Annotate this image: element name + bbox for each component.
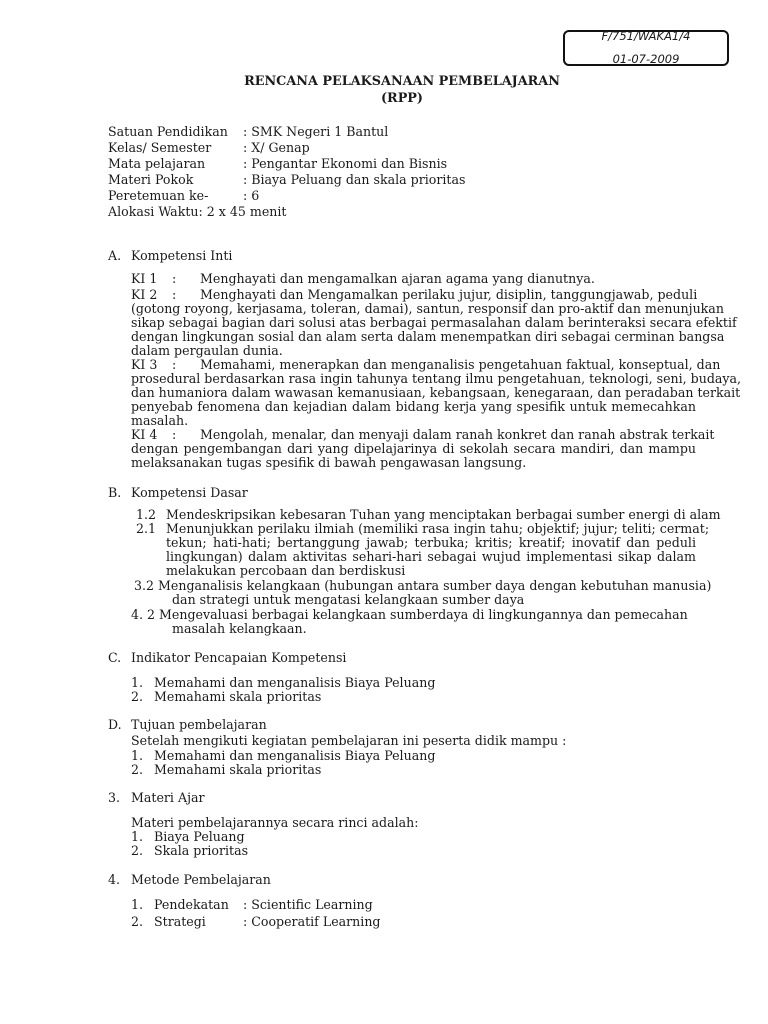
kd-2-1-line: melakukan percobaan dan berdiskusi: [166, 563, 406, 578]
list-item-number: 1.: [131, 675, 144, 690]
ki4-line: melaksanakan tugas spesifik di bawah pengawasan langsung.: [131, 455, 527, 470]
identity-label: Alokasi Waktu: 2 x 45 menit: [108, 204, 287, 219]
ki2-line: (gotong royong, kerjasama, toleran, damai), santun, responsif dan pro-aktif dan menunjukan: [131, 301, 724, 316]
kd-2-1-line: lingkungan) dalam aktivitas sehari-hari sebagai wujud implementasi sikap dalam: [166, 549, 696, 564]
kd-4-2-line: 4. 2 Mengevaluasi berbagai kelangkaan sumberdaya di lingkungannya dan pemecahan: [131, 607, 688, 622]
section-a-marker: A.: [108, 248, 122, 263]
ki2-first-line: Menghayati dan Mengamalkan perilaku jujur, disiplin, tanggungjawab, peduli: [200, 287, 698, 302]
identity-label: Kelas/ Semester: [108, 140, 212, 155]
identity-value: : SMK Negeri 1 Bantul: [243, 124, 389, 139]
document-date: 01-07-2009: [612, 52, 680, 66]
document-code-box: [563, 30, 729, 66]
ki3-line: penyebab fenomena dan kejadian dalam bidang kerja yang spesifik untuk memecahkan: [131, 399, 696, 414]
ki2-colon: :: [172, 287, 177, 302]
section-b-marker: B.: [108, 485, 122, 500]
list-item: Memahami skala prioritas: [154, 762, 322, 777]
list-item-number: 2.: [131, 914, 144, 929]
kd-2-1-first-line: Menunjukkan perilaku ilmiah (memiliki rasa ingin tahu; objektif; jujur; teliti; cermat;: [166, 521, 710, 536]
kd-3-2-line: dan strategi untuk mengatasi kelangkaan sumber daya: [172, 592, 525, 607]
identity-label: Peretemuan ke-: [108, 188, 209, 203]
ki3-colon: :: [172, 357, 177, 372]
section-b-heading: Kompetensi Dasar: [131, 485, 248, 500]
ki3-label: KI 3: [131, 357, 158, 372]
list-item: Skala prioritas: [154, 843, 249, 858]
ki1-text: Menghayati dan mengamalkan ajaran agama yang dianutnya.: [200, 271, 595, 286]
kd-4-2-line: masalah kelangkaan.: [172, 621, 307, 636]
kd-2-1-number: 2.1: [136, 521, 157, 536]
identity-label: Satuan Pendidikan: [108, 124, 228, 139]
ki3-line: dan humaniora dalam wawasan kemanusiaan, kebangsaan, kenegaraan, dan peradaban terkait: [131, 385, 741, 400]
list-item: Biaya Peluang: [154, 829, 245, 844]
section-3-heading: Materi Ajar: [131, 790, 205, 805]
list-item-number: 1.: [131, 897, 144, 912]
identity-value: : Pengantar Ekonomi dan Bisnis: [243, 156, 448, 171]
ki1-label: KI 1: [131, 271, 158, 286]
section-d-intro: Setelah mengikuti kegiatan pembelajaran ini peserta didik mampu :: [131, 733, 567, 748]
identity-label: Materi Pokok: [108, 172, 194, 187]
list-item: Memahami dan menganalisis Biaya Peluang: [154, 748, 436, 763]
list-item-number: 1.: [131, 748, 144, 763]
list-item-number: 2.: [131, 689, 144, 704]
identity-label: Mata pelajaran: [108, 156, 206, 171]
ki3-first-line: Memahami, menerapkan dan menganalisis pengetahuan faktual, konseptual, dan: [200, 357, 721, 372]
ki2-line: dalam pergaulan dunia.: [131, 343, 283, 358]
list-item-number: 2.: [131, 762, 144, 777]
method-label: Strategi: [154, 914, 206, 929]
identity-value: : 6: [243, 188, 260, 203]
kd-2-1-line: tekun; hati-hati; bertanggung jawab; terbuka; kritis; kreatif; inovatif dan peduli: [166, 535, 696, 550]
method-label: Pendekatan: [154, 897, 229, 912]
ki4-label: KI 4: [131, 427, 158, 442]
method-value: : Scientific Learning: [243, 897, 373, 912]
section-c-heading: Indikator Pencapaian Kompetensi: [131, 650, 347, 665]
section-d-marker: D.: [108, 717, 122, 732]
ki4-line: dengan pengembangan dari yang dipelajarinya di sekolah secara mandiri, dan mampu: [131, 441, 696, 456]
ki4-first-line: Mengolah, menalar, dan menyaji dalam ranah konkret dan ranah abstrak terkait: [200, 427, 715, 442]
ki4-colon: :: [172, 427, 177, 442]
section-a-heading: Kompetensi Inti: [131, 248, 233, 263]
ki2-label: KI 2: [131, 287, 158, 302]
kd-3-2-line: 3.2 Menganalisis kelangkaan (hubungan antara sumber daya dengan kebutuhan manusia): [134, 578, 712, 593]
document-code: F/751/WAKA1/4: [601, 29, 691, 43]
list-item-number: 2.: [131, 843, 144, 858]
method-value: : Cooperatif Learning: [243, 914, 381, 929]
identity-value: : Biaya Peluang dan skala prioritas: [243, 172, 466, 187]
list-item: Memahami skala prioritas: [154, 689, 322, 704]
document-title: RENCANA PELAKSANAAN PEMBELAJARAN: [244, 74, 560, 89]
document-subtitle: (RPP): [381, 91, 423, 106]
identity-value: : X/ Genap: [243, 140, 310, 155]
section-4-heading: Metode Pembelajaran: [131, 872, 271, 887]
section-4-marker: 4.: [108, 872, 121, 887]
section-c-marker: C.: [108, 650, 122, 665]
ki2-line: dengan lingkungan sosial dan alam serta dalam menempatkan diri sebagai cerminan bangsa: [131, 329, 725, 344]
section-d-heading: Tujuan pembelajaran: [131, 717, 267, 732]
ki3-line: masalah.: [131, 413, 189, 428]
section-3-marker: 3.: [108, 790, 121, 805]
ki2-line: sikap sebagai bagian dari solusi atas berbagai permasalahan dalam berinteraksi secara efektif: [131, 315, 737, 330]
ki3-line: prosedural berdasarkan rasa ingin tahunya tentang ilmu pengetahuan, teknologi, seni, budaya,: [131, 371, 742, 386]
kd-1-2-number: 1.2: [136, 507, 157, 522]
section-3-intro: Materi pembelajarannya secara rinci adalah:: [131, 815, 419, 830]
list-item-number: 1.: [131, 829, 144, 844]
kd-1-2-text: Mendeskripsikan kebesaran Tuhan yang menciptakan berbagai sumber energi di alam: [166, 507, 721, 522]
list-item: Memahami dan menganalisis Biaya Peluang: [154, 675, 436, 690]
ki1-colon: :: [172, 271, 177, 286]
